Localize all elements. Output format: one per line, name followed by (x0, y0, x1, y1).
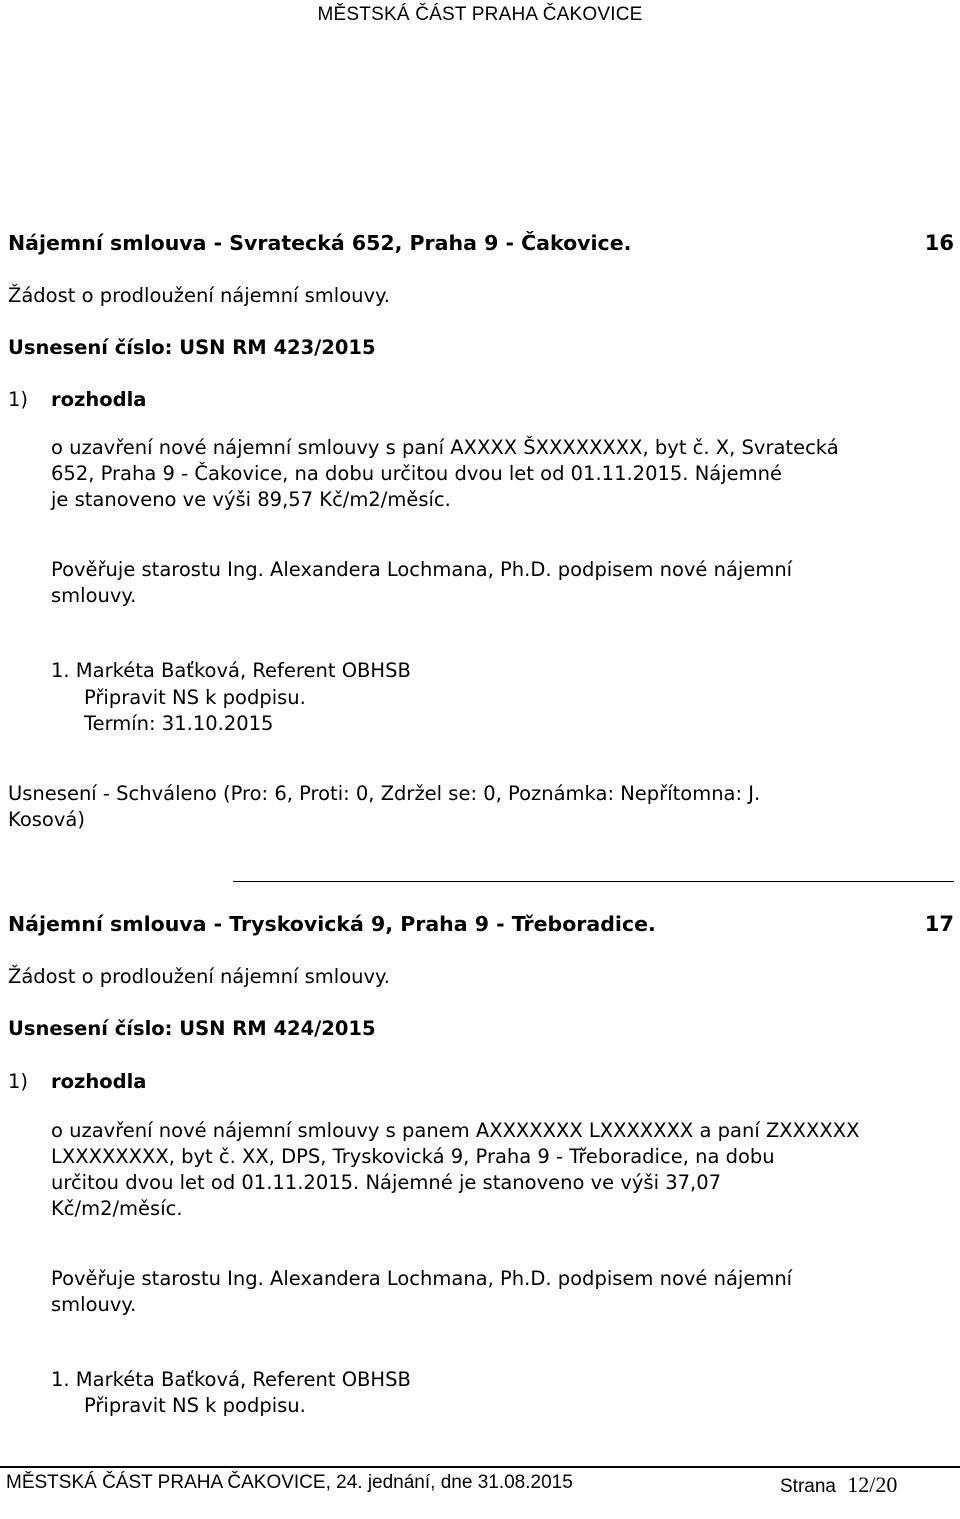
page-indicator (780, 1472, 897, 1498)
request-text: Žádost o prodloužení nájemní smlouvy. (8, 284, 390, 307)
authorization-line: smlouvy. (51, 1293, 137, 1316)
task-action: Připravit NS k podpisu. (84, 1394, 306, 1417)
page-number: 12/20 (847, 1472, 898, 1497)
request-text: Žádost o prodloužení nájemní smlouvy. (8, 965, 390, 988)
body-line: 652, Praha 9 - Čakovice, na dobu určitou dvou let od 01.11.2015. Nájemné (51, 462, 783, 485)
authorization-line: Pověřuje starostu Ing. Alexandera Lochmana, Ph.D. podpisem nové nájemní (51, 1267, 793, 1290)
body-line: je stanoveno ve výši 89,57 Kč/m2/měsíc. (51, 488, 451, 511)
section-title: Nájemní smlouva - Svratecká 652, Praha 9 - Čakovice. (8, 231, 632, 255)
body-line: o uzavření nové nájemní smlouvy s panem AXXXXXXX LXXXXXXX a paní ZXXXXXX (51, 1119, 860, 1142)
point-number: 1) (8, 388, 29, 411)
section-title: Nájemní smlouva - Tryskovická 9, Praha 9 - Třeboradice. (8, 912, 656, 936)
section-divider (233, 881, 954, 882)
task-person: 1. Markéta Baťková, Referent OBHSB (51, 659, 411, 682)
vote-result-line: Kosová) (8, 808, 85, 831)
point-label: rozhodla (51, 388, 147, 411)
task-action: Připravit NS k podpisu. (84, 686, 306, 709)
task-person: 1. Markéta Baťková, Referent OBHSB (51, 1368, 411, 1391)
authorization-line: smlouvy. (51, 584, 137, 607)
authorization-line: Pověřuje starostu Ing. Alexandera Lochmana, Ph.D. podpisem nové nájemní (51, 558, 793, 581)
body-line: LXXXXXXXX, byt č. XX, DPS, Tryskovická 9, Praha 9 - Třeboradice, na dobu (51, 1145, 775, 1168)
point-number: 1) (8, 1070, 29, 1093)
body-line: Kč/m2/měsíc. (51, 1197, 183, 1220)
footer-text: MĚSTSKÁ ČÁST PRAHA ČAKOVICE, 24. jednání, dne 31.08.2015 (6, 1472, 573, 1493)
resolution-number: Usnesení číslo: USN RM 423/2015 (8, 336, 376, 359)
footer-divider (0, 1466, 960, 1468)
page-label: Strana (780, 1476, 836, 1497)
point-label: rozhodla (51, 1070, 147, 1093)
section-number: 16 (924, 231, 954, 255)
vote-result-line: Usnesení - Schváleno (Pro: 6, Proti: 0, Zdržel se: 0, Poznámka: Nepřítomna: J. (8, 782, 761, 805)
page-header: MĚSTSKÁ ČÁST PRAHA ČAKOVICE (317, 4, 643, 25)
task-deadline: Termín: 31.10.2015 (84, 712, 274, 735)
body-line: o uzavření nové nájemní smlouvy s paní AXXXX ŠXXXXXXXX, byt č. X, Svratecká (51, 436, 839, 459)
body-line: určitou dvou let od 01.11.2015. Nájemné je stanoveno ve výši 37,07 (51, 1171, 722, 1194)
section-number: 17 (924, 912, 954, 936)
resolution-number: Usnesení číslo: USN RM 424/2015 (8, 1017, 376, 1040)
